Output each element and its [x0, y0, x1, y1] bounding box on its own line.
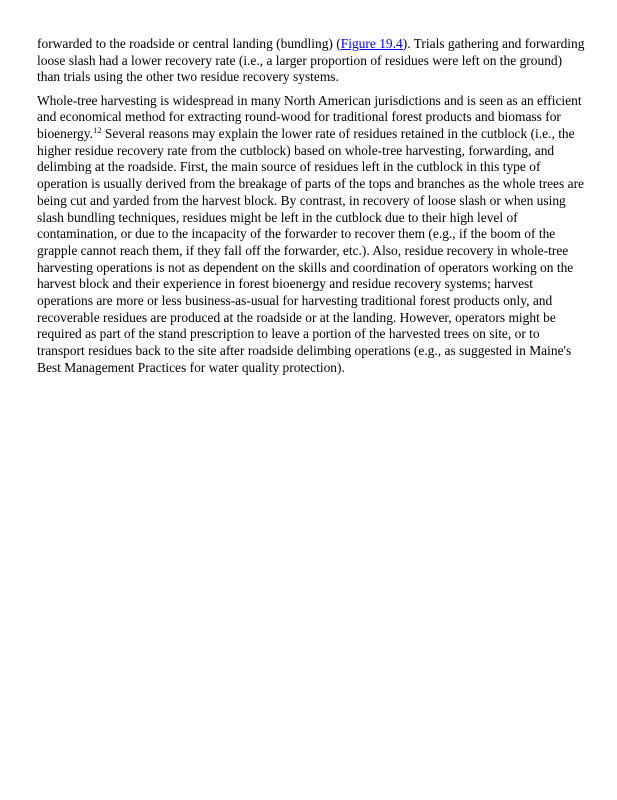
- paragraph-recovery-trials: [37, 36, 585, 86]
- footnote-marker[interactable]: 12: [92, 125, 102, 136]
- figure-link[interactable]: Figure 19.4: [340, 36, 403, 51]
- paragraph-text: forwarded to the roadside or central landing (bundling) (: [37, 36, 341, 51]
- paragraph-whole-tree-harvesting: [37, 93, 585, 377]
- paragraph-text: Several reasons may explain the lower rate of residues retained in the cutblock (i.e., the higher residue recovery rate from the cutblock) based on whole-tree harvesting, forwarding, and delimbing at the roadside. First, the main source of residues left in the cutblock in this type of operation is usually derived from the breakage of parts of the tops and branches as the whole trees are being cut and yarded from the harvest block. By contrast, in recovery of loose slash or when using slash bundling techniques, residues might be left in the cutblock due to their high level of contamination, or due to the incapacity of the forwarder to recover them (e.g., if the boom of the grapple cannot reach them, if they fall off the forwarder, etc.). Also, residue recovery in whole-tree harvesting operations is not as dependent on the skills and coordination of operators working on the harvest block and their experience in forest bioenergy and residue recovery systems; harvest operations are more or less business-as-usual for harvesting traditional forest products only, and recoverable residues are produced at the roadside or at the landing. However, operators might be required as part of the stand prescription to leave a portion of the harvested trees on site, or to transport residues back to the site after roadside delimbing operations (e.g., as suggested in Maine's Best Management Practices for water quality protection).: [37, 126, 585, 375]
- paragraph-text: Whole-tree harvesting is widespread in many North American jurisdictions and is seen as an efficient and economical method for extracting round-wood for traditional forest products and biomass for bioenergy.: [37, 92, 582, 142]
- paragraph-text: ). Trials gathering and forwarding loose slash had a lower recovery rate (i.e., a larger proportion of residues were left on the ground) than trials using the other two residue recovery systems.: [37, 36, 585, 85]
- document-page: [37, 36, 585, 377]
